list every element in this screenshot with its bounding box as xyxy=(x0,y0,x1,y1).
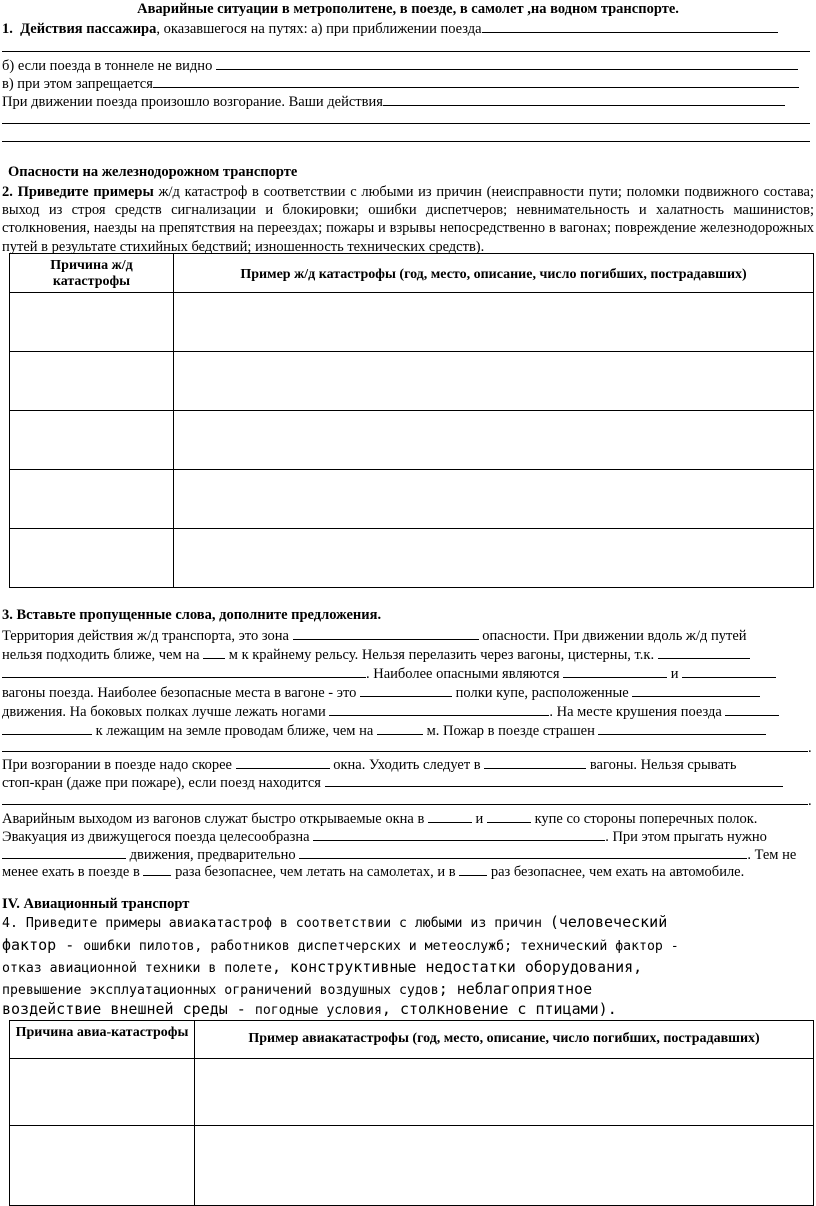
q2-paragraph xyxy=(2,183,814,256)
q4-line-2 xyxy=(2,936,679,955)
q3-l11a: Аварийным выходом из вагонов служат быстро открываемые окна в xyxy=(2,811,425,827)
q1-fire-line-3[interactable] xyxy=(2,141,810,142)
q1-b-blank[interactable] xyxy=(216,56,798,70)
q3-line-5 xyxy=(2,702,779,721)
q3-l4b: полки купе, расположенные xyxy=(455,685,629,701)
blank-field[interactable] xyxy=(360,683,452,697)
blank-field[interactable] xyxy=(143,862,171,876)
q1-v-blank[interactable] xyxy=(153,74,799,88)
q1-b-text: б) если поезда в тоннеле не видно xyxy=(2,58,213,74)
q3-l8b: окна. Уходить следует в xyxy=(333,757,481,773)
table-cell[interactable] xyxy=(195,1059,814,1126)
air-table-header xyxy=(10,1021,814,1059)
q3-l8c: вагоны. Нельзя срывать xyxy=(589,757,737,773)
q1-number: 1. xyxy=(2,21,13,37)
blank-field[interactable] xyxy=(459,862,487,876)
table-cell[interactable] xyxy=(174,352,814,411)
q3-line-9 xyxy=(2,773,783,792)
q1-line-v xyxy=(2,74,799,93)
table-cell[interactable] xyxy=(10,529,174,588)
blank-field[interactable] xyxy=(2,791,808,805)
q4-line-3 xyxy=(2,958,642,977)
table-row xyxy=(10,470,814,529)
q1-a-continuation-line[interactable] xyxy=(2,51,810,52)
q1-fire-text: При движении поезда произошло возгорание. Ваши действия xyxy=(2,94,383,110)
blank-field[interactable] xyxy=(2,845,126,859)
q3-l12a: Эвакуация из движущегося поезда целесообразна xyxy=(2,829,310,845)
q3-l1b: опасности. При движении вдоль ж/д путей xyxy=(482,628,747,644)
q3-line-14 xyxy=(2,862,744,881)
rail-heading: Опасности на железнодорожном транспорте xyxy=(8,164,298,180)
air-heading: IV. Авиационный транспорт xyxy=(2,896,190,912)
blank-field[interactable] xyxy=(598,721,766,735)
table-cell[interactable] xyxy=(10,1059,195,1126)
table-row xyxy=(10,352,814,411)
blank-field[interactable] xyxy=(725,702,779,716)
q3-line-12 xyxy=(2,827,767,846)
q3-l14a: менее ехать в поезде в xyxy=(2,864,140,880)
q1-fire-blank[interactable] xyxy=(383,92,785,106)
q3-l9a: стоп-кран (даже при пожаре), если поезд находится xyxy=(2,775,321,791)
q3-l8a: При возгорании в поезде надо скорее xyxy=(2,757,232,773)
q3-l13a: движения, предварительно xyxy=(129,847,296,863)
q4-line2a: фактор - xyxy=(2,936,84,954)
q3-l1a: Территория действия ж/д транспорта, это зона xyxy=(2,628,289,644)
blank-field[interactable] xyxy=(299,845,747,859)
table-row xyxy=(10,411,814,470)
table-cell[interactable] xyxy=(10,470,174,529)
table-row xyxy=(10,529,814,588)
table-cell[interactable] xyxy=(10,1126,195,1206)
table-row xyxy=(10,293,814,352)
blank-field[interactable] xyxy=(236,755,330,769)
blank-field[interactable] xyxy=(377,721,423,735)
q3-l2b: м к крайнему рельсу. Нельзя перелазить через вагоны, цистерны, т.к. xyxy=(228,647,655,663)
q4-line-4 xyxy=(2,980,592,999)
q4-line1a: 4. Приведите примеры авиакатастроф в соответствии с любыми из причин xyxy=(2,916,550,931)
q3-line-10 xyxy=(2,791,812,810)
rail-col-example: Пример ж/д катастрофы (год, место, описание, число погибших, пострадавших) xyxy=(174,254,814,293)
q3-l2a: нельзя подходить ближе, чем на xyxy=(2,647,200,663)
q3-l12b: . При этом прыгать нужно xyxy=(605,829,767,845)
q4-line3b: , конструктивные недостатки оборудования, xyxy=(271,958,643,976)
q2-text: ж/д катастроф в соответствии с любыми из причин (неисправности пути; поломки подвижного состава; выход из строя средств сигнализации и блокировки; ошибки диспетчеров; невнимательность и халатность машинистов; столкновения, наезды на препятствия на переездах; пожары и взрывы непосредственно в вагонах; повреждение железнодорожных путей в результате стихийных бедствий; изношенность технических средств). xyxy=(2,184,815,255)
q4-line1b: (человеческий xyxy=(549,913,668,931)
q1-bold: Действия пассажира xyxy=(20,21,157,37)
q3-line-2 xyxy=(2,645,750,664)
blank-field[interactable] xyxy=(487,809,531,823)
q3-l6a: к лежащим на земле проводам ближе, чем на xyxy=(95,723,374,739)
q4-line3a: отказ авиационной техники в полете xyxy=(2,961,272,976)
table-cell[interactable] xyxy=(10,352,174,411)
q3-l5b: . На месте крушения поезда xyxy=(549,704,722,720)
q3-l3b: и xyxy=(670,666,679,682)
q3-l10dot: . xyxy=(808,793,812,809)
q3-line-3 xyxy=(2,664,776,683)
table-row xyxy=(10,1059,814,1126)
rail-col-cause: Причина ж/д катастрофы xyxy=(10,254,174,293)
q3-l11b: и xyxy=(475,811,484,827)
q1-fire-line-2[interactable] xyxy=(2,123,810,124)
blank-field[interactable] xyxy=(2,738,808,752)
q3-line-4 xyxy=(2,683,760,702)
blank-field[interactable] xyxy=(325,773,783,787)
q4-line-1 xyxy=(2,913,667,932)
q4-line5c: , столкновение с птицами). xyxy=(381,1000,617,1018)
blank-field[interactable] xyxy=(2,664,366,678)
blank-field[interactable] xyxy=(293,626,479,640)
q1-text: , оказавшегося на путях: а) при приближении поезда xyxy=(156,21,482,37)
q4-line4b: ; неблагоприятное xyxy=(438,980,593,998)
blank-field[interactable] xyxy=(329,702,549,716)
q3-l3a: . Наиболее опасными являются xyxy=(366,666,560,682)
air-table xyxy=(9,1020,814,1206)
document-title: Аварийные ситуации в метрополитене, в поезде, в самолет ,на водном транспорте. xyxy=(137,1,679,17)
q3-l4a: вагоны поезда. Наиболее безопасные места в вагоне - это xyxy=(2,685,357,701)
q3-line-1 xyxy=(2,626,747,645)
q4-line-5 xyxy=(2,1000,617,1019)
blank-field[interactable] xyxy=(682,664,776,678)
air-col-example: Пример авиакатастрофы (год, место, описание, число погибших, пострадавших) xyxy=(195,1021,814,1059)
q3-l11c: купе со стороны поперечных полок. xyxy=(534,811,758,827)
q3-l13b: . Тем не xyxy=(747,847,797,863)
q3-l7dot: . xyxy=(808,740,812,756)
q4-line2b: ошибки пилотов, работников диспетчерских и метеослужб; технический фактор - xyxy=(83,939,679,954)
table-cell[interactable] xyxy=(10,411,174,470)
q3-l14b: раза безопаснее, чем летать на самолетах, и в xyxy=(175,864,456,880)
table-cell[interactable] xyxy=(174,293,814,352)
table-cell[interactable] xyxy=(174,411,814,470)
blank-field[interactable] xyxy=(658,645,750,659)
rail-table xyxy=(9,253,814,588)
q2-number: 2. xyxy=(2,184,13,200)
q4-line4a: превышение эксплуатационных ограничений воздушных судов xyxy=(2,983,439,998)
q3-line-11 xyxy=(2,809,757,828)
table-cell[interactable] xyxy=(195,1126,814,1206)
q3-heading: 3. Вставьте пропущенные слова, дополните предложения. xyxy=(2,607,382,623)
blank-field[interactable] xyxy=(313,827,605,841)
blank-field[interactable] xyxy=(203,645,225,659)
table-row xyxy=(10,1126,814,1206)
table-cell[interactable] xyxy=(174,470,814,529)
rail-table-header xyxy=(10,254,814,293)
q3-l5a: движения. На боковых полках лучше лежать ногами xyxy=(2,704,326,720)
q4-line5b: погодные условия xyxy=(254,1003,382,1018)
q2-bold: Приведите примеры xyxy=(17,184,154,200)
blank-field[interactable] xyxy=(484,755,586,769)
blank-field[interactable] xyxy=(428,809,472,823)
blank-field[interactable] xyxy=(2,721,92,735)
air-col-cause: Причина авиа-катастрофы xyxy=(10,1021,195,1059)
q4-line5a: воздействие внешней среды - xyxy=(2,1000,255,1018)
q3-line-8 xyxy=(2,755,736,774)
q1-line-b xyxy=(2,56,798,75)
q3-l14c: раз безопаснее, чем ехать на автомобиле. xyxy=(490,864,745,880)
q1-v-text: в) при этом запрещается xyxy=(2,76,153,92)
q1-a-blank[interactable] xyxy=(482,19,778,33)
blank-field[interactable] xyxy=(563,664,667,678)
table-cell[interactable] xyxy=(10,293,174,352)
blank-field[interactable] xyxy=(632,683,760,697)
table-cell[interactable] xyxy=(174,529,814,588)
q1-line-a xyxy=(2,19,778,38)
q1-line-fire xyxy=(2,92,785,111)
q3-l6b: м. Пожар в поезде страшен xyxy=(426,723,595,739)
